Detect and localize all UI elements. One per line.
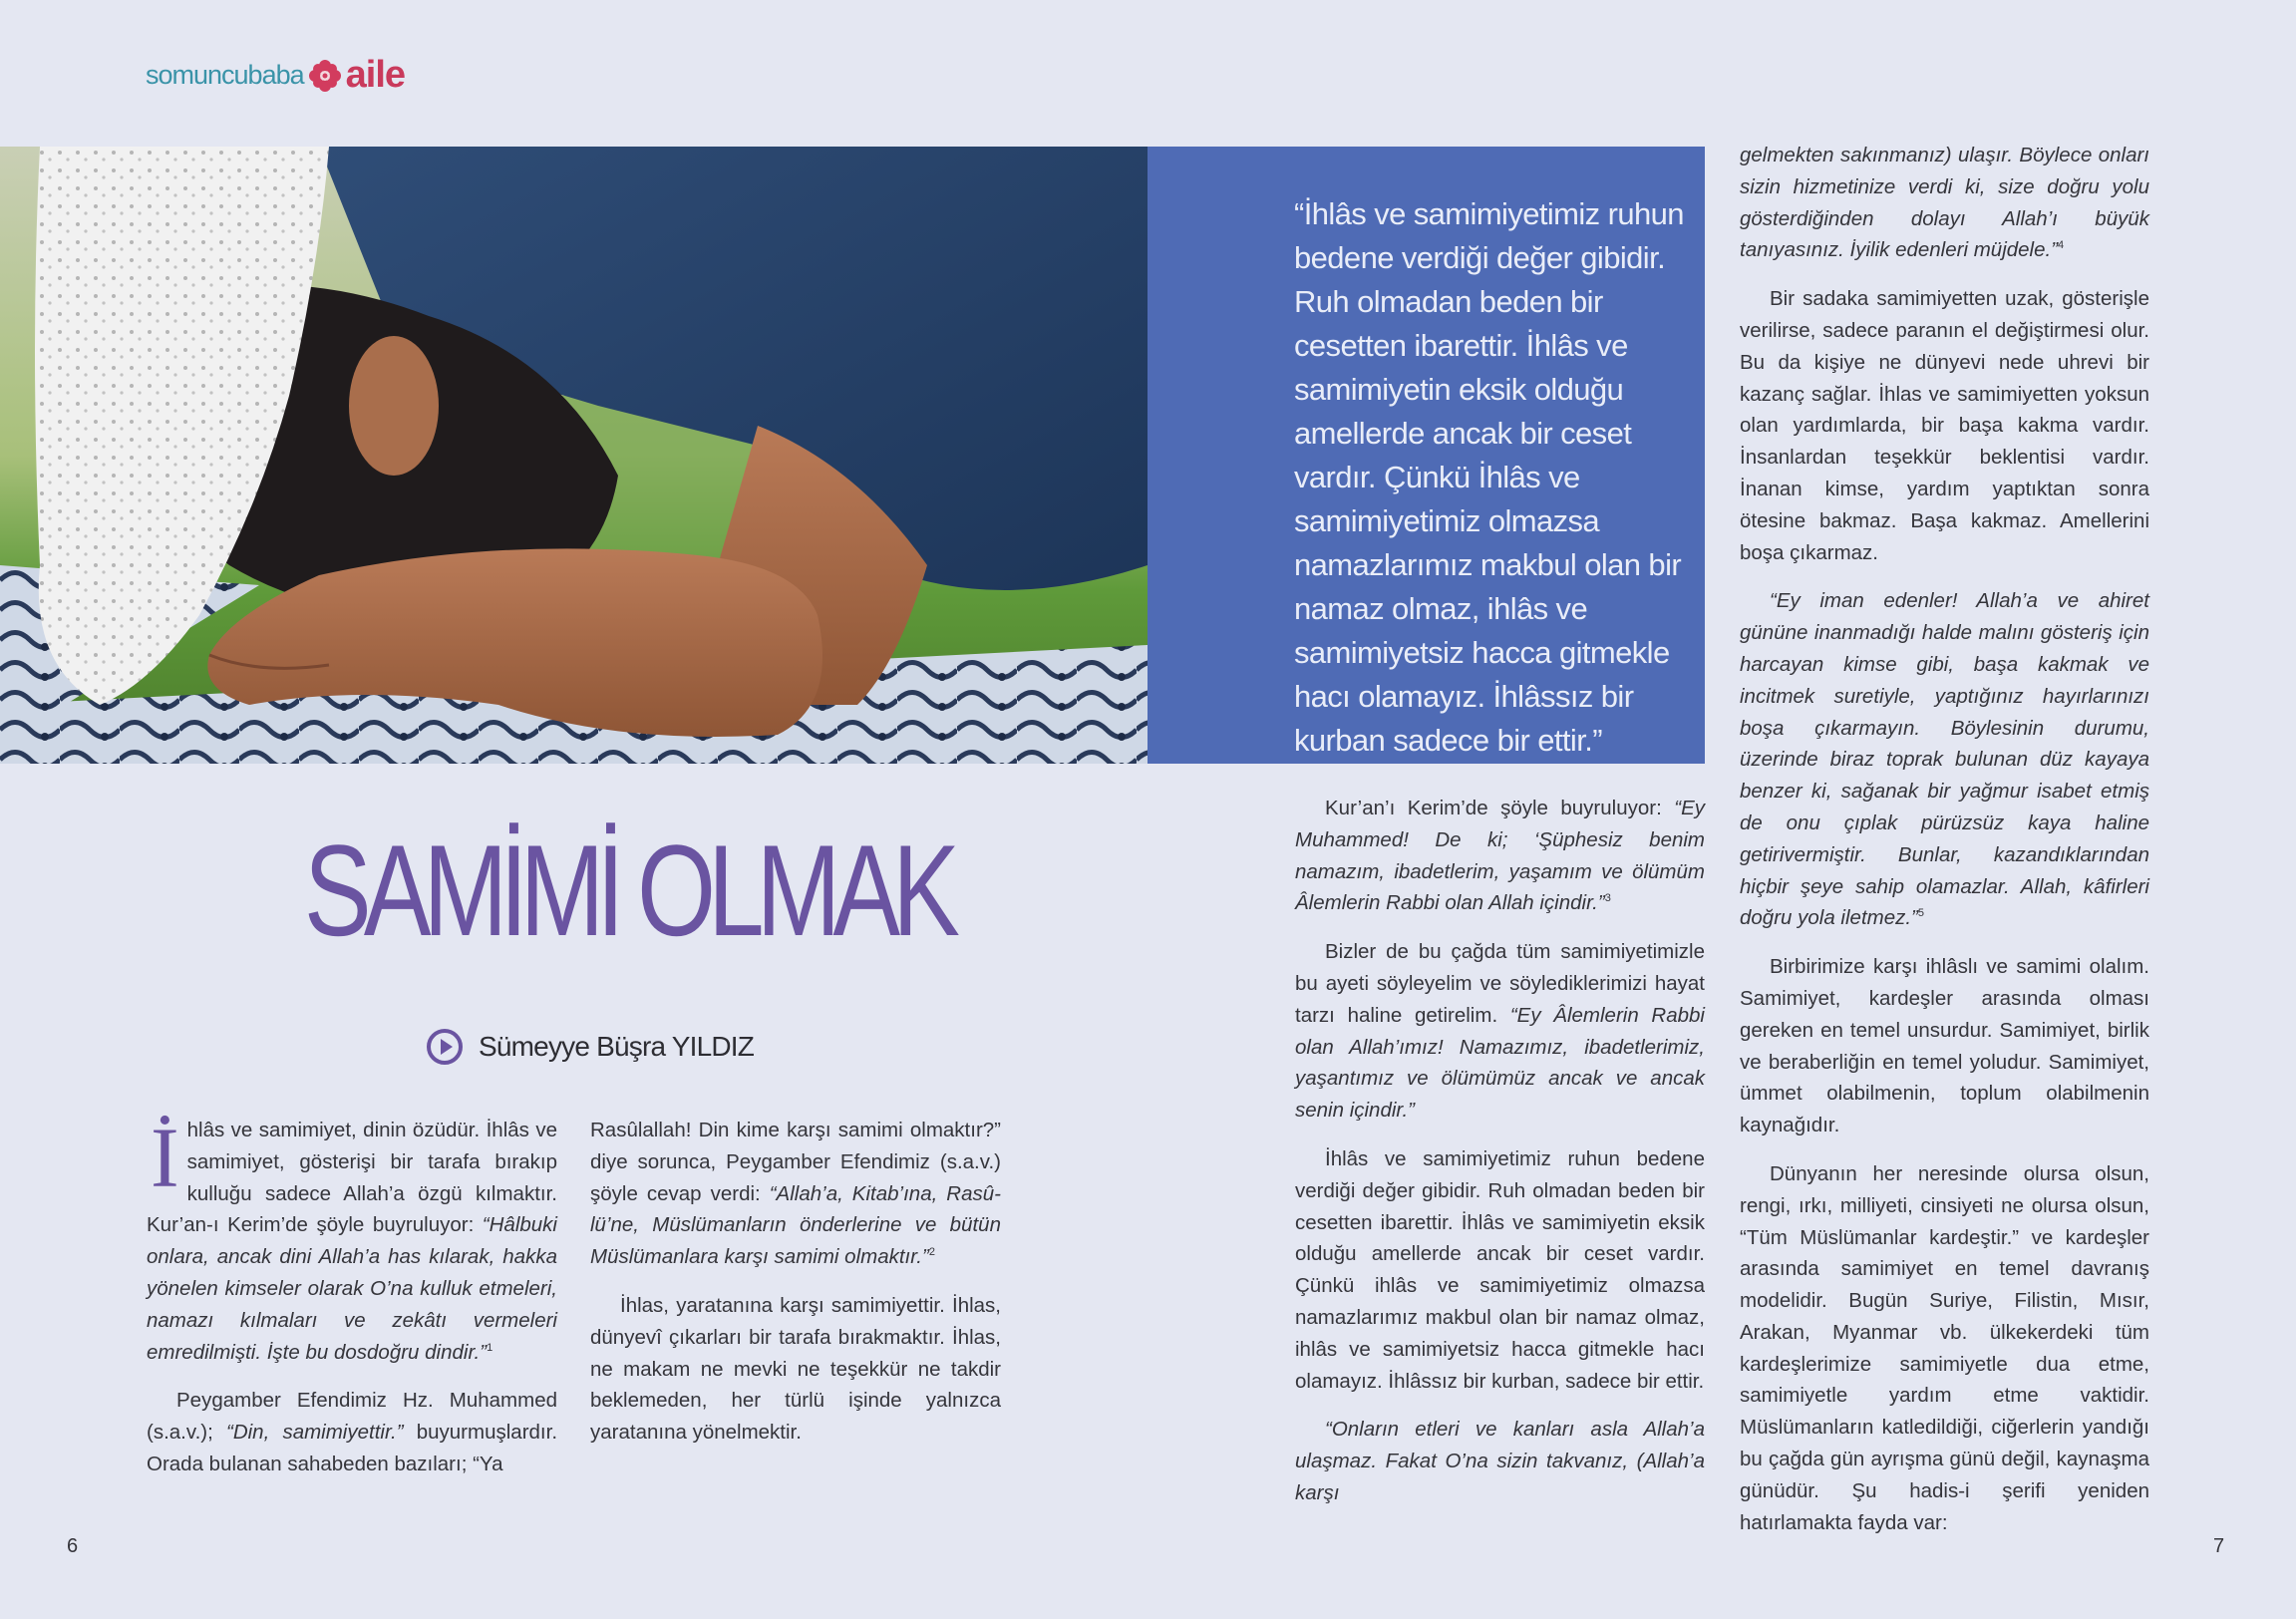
quote-italic: “Din, samimiyettir.” <box>226 1421 404 1445</box>
page-number-right: 7 <box>2213 1535 2225 1557</box>
footnote-ref: 2 <box>928 1246 935 1259</box>
paragraph: Bir sadaka samimiyetten uzak, gösterişle verilirse, sadece paranın el değiştirmesi olur. Bu da kişiye ne dünyevi nede uhrevi bir kazanç sağlar. İhlas ve samimiyetten yoksun olan yardımlarda, bir başa kakma vardır. İnsanlardan teşekkür beklentisi vardır. İnanan kimse, yardım yaptıktan sonra ötesine bakmaz. Başa kakmaz. Amellerini boşa çıkarmaz. <box>1740 287 2149 564</box>
paragraph <box>1295 1414 1705 1508</box>
quote-italic: “Onların etleri ve kanları asla Allah’a ulaşmaz. Fakat O’na sizin takvanız, (Allah’a karşı <box>1295 1418 1705 1504</box>
quote-italic: “Hâlbuki onlara, ancak dini Allah’a has kılarak, hakka yönelen kimseler olarak O’na kulluk etmeleri, namazı kılmaları ve zekâtı vermeleri emredilmişti. İşte bu dosdoğru dindir.” <box>147 1213 557 1364</box>
author-byline <box>425 1027 754 1067</box>
footnote-ref: 4 <box>2058 239 2065 252</box>
footnote-ref: 5 <box>1917 907 1925 920</box>
footnote-ref: 1 <box>487 1341 493 1354</box>
pull-quote-text: “İhlâs ve samimiyetimiz ruhun bedene verdiği değer gibidir. Ruh olmadan beden bir cesetten ibarettir. İhlâs ve samimiyetin eksik olduğu amellerde ancak bir ceset vardır. Çünkü İhlâs ve samimiyetimiz olmazsa namazlarımız makbul olan bir namaz olmaz, ihlâs ve samimiyetsiz hacca gitmekle hacı olamayız. İhlâssız bir kurban sadece bir ettir.” <box>1294 196 1684 758</box>
author-name: Sümeyye Büşra YILDIZ <box>479 1031 755 1062</box>
quote-italic: gelmekten sakınmanız) ulaşır. Böylece onları sizin hizmetinize verdi ki, size doğru yolu gösterdiğinden dolayı Allah’ı büyük tanıyasınız. İyilik edenleri müjdele.” <box>1740 144 2149 262</box>
text-run: buyurmuşlardır. Orada bulanan sahabeden bazıları; “Ya <box>147 1421 558 1475</box>
paragraph <box>147 1110 557 1368</box>
text-run: hlâs ve samimiyet, dinin özüdür. İhlâs ve samimiyet, gösterişi bir tarafa bırakıp kulluğu sadece Allah’a özgü kılmaktır. Kur’an-ı Kerim’de şöyle buyruluyor: <box>147 1119 557 1237</box>
magazine-logo <box>146 54 405 97</box>
quote-italic: “Ey Muhammed! De ki; ‘Şüphesiz benim namazım, ibadetlerim, yaşamım ve ölümüm Âlemlerin Rabbi olan Allah içindir.” <box>1295 797 1705 915</box>
paragraph: İhlas, yaratanına karşı samimiyettir. İhlas, dünyevî çıkarları bir tarafa bırakmaktır. İhlas, ne makam ne mevki ne teşekkür ne takdir beklemeden, her türlü işinde yalnızca yaratanına yönelmektir. <box>590 1293 1001 1445</box>
paragraph <box>1295 936 1705 1127</box>
quote-italic: “Ey Âlemlerin Rabbi olan Allah’ımız! Namazımız, ibadetlerimiz, yaşantımız ve ölümümüz ancak ve ancak senin içindir.” <box>1295 1003 1705 1123</box>
paragraph: İhlâs ve samimiyetimiz ruhun bedene verdiği değer gibidir. Ruh olmadan beden bir cesetten ibarettir. İhlâs ve samimiyetin eksik olduğu amellerde ancak bir ceset vardır. Çünkü ihlâs ve samimiyetimiz olmazsa namazlarımız makbul olan bir namaz olmaz, ihlâs ve samimiyetsiz hacca gitmekle hacı olamayız. İhlâssız bir kurban, sadece bir ettir. <box>1295 1146 1705 1393</box>
logo-text-somuncubaba: somuncubaba <box>146 60 304 90</box>
text-run: Peygamber Efendimiz Hz. Muhammed (s.a.v.); <box>147 1389 557 1445</box>
footnote-ref: 3 <box>1604 892 1611 905</box>
article-column-1 <box>147 1110 558 1497</box>
praying-boy-photo <box>0 147 1148 764</box>
pull-quote-box <box>1148 147 1705 764</box>
paragraph <box>1740 585 2149 934</box>
logo-text-aile: aile <box>345 54 406 96</box>
paragraph <box>590 1115 1001 1273</box>
article-title: SAMİMİ OLMAK <box>304 817 953 963</box>
quote-italic: “Allah’a, Kitab’ına, Rasû-lü’ne, Müslümanların önderlerine ve bütün Müslümanlara karşı samimi olmaktır.” <box>590 1181 1001 1269</box>
text-run: Bizler de bu çağda tüm samimiyetimizle bu ayeti söyleyelim ve söylediklerimizi hayat tarzı haline getirelim. <box>1295 940 1705 1027</box>
page-number-left: 6 <box>67 1535 79 1557</box>
text-run: Kur’an’ı Kerim’de şöyle buyruluyor: <box>1325 797 1675 819</box>
paragraph <box>1740 140 2149 266</box>
paragraph <box>147 1385 557 1479</box>
paragraph: Birbirimize karşı ihlâslı ve samimi olalım. Samimiyet, kardeşler arasında olması gereken en temel unsurdur. Samimiyet, birlik ve beraberliğin en temel yoludur. Samimiyet, ümmet olabilmenin, toplum olabilmenin kaynağıdır. <box>1740 955 2149 1137</box>
article-column-3 <box>1295 793 1705 1526</box>
paragraph: Dünyanın her neresinde olursa olsun, rengi, ırkı, milliyeti, cinsiyeti ne olursa olsun, “Tüm Müslümanlar kardeştir.” ve kardeşler arasında samimiyet en temel davranış modelidir. Bugün Suriye, Filistin, Mısır, Arakan, Myanmar vb. ülkekerdeki tüm kardeşlerimize samimiyetle dua etme, samimiyetle yardım etme vaktidir. Müslümanların katledildiği, ciğerlerin yandığı bu çağda gün ayrışma günü değil, kaynaşma günüdür. Şu hadis-i şerifi yeniden hatırlamakta fayda var: <box>1740 1161 2149 1534</box>
article-column-4 <box>1740 140 2149 1555</box>
paragraph <box>1295 793 1705 919</box>
flower-logo-icon <box>308 59 342 93</box>
play-circle-icon <box>425 1027 465 1067</box>
article-column-2 <box>590 1115 1001 1465</box>
drop-cap: İ <box>151 1110 179 1205</box>
text-run: Rasûlallah! Din kime karşı samimi olmaktır?” diye sorunca, Peygamber Efendimiz (s.a.v.) şöyle cevap verdi: <box>590 1119 1001 1205</box>
quote-italic: “Ey iman edenler! Allah’a ve ahiret gününe inanmadığı halde malını gösteriş için harcayan kimse gibi, başa kakmak ve incitmek suretiyle, yaptığınız hayırlarınızı boşa çıkarmayın. Böylesinin durumu, üzerinde biraz toprak bulunan düz kayaya benzer ki, sağanak bir yağmur isabet etmiş de onu çıplak pürüzsüz kaya haline getirivermiştir. Bunlar, kazandıklarından hiçbir şeye sahip olamazlar. Allah, kâfirleri doğru yola iletmez.” <box>1740 589 2149 930</box>
